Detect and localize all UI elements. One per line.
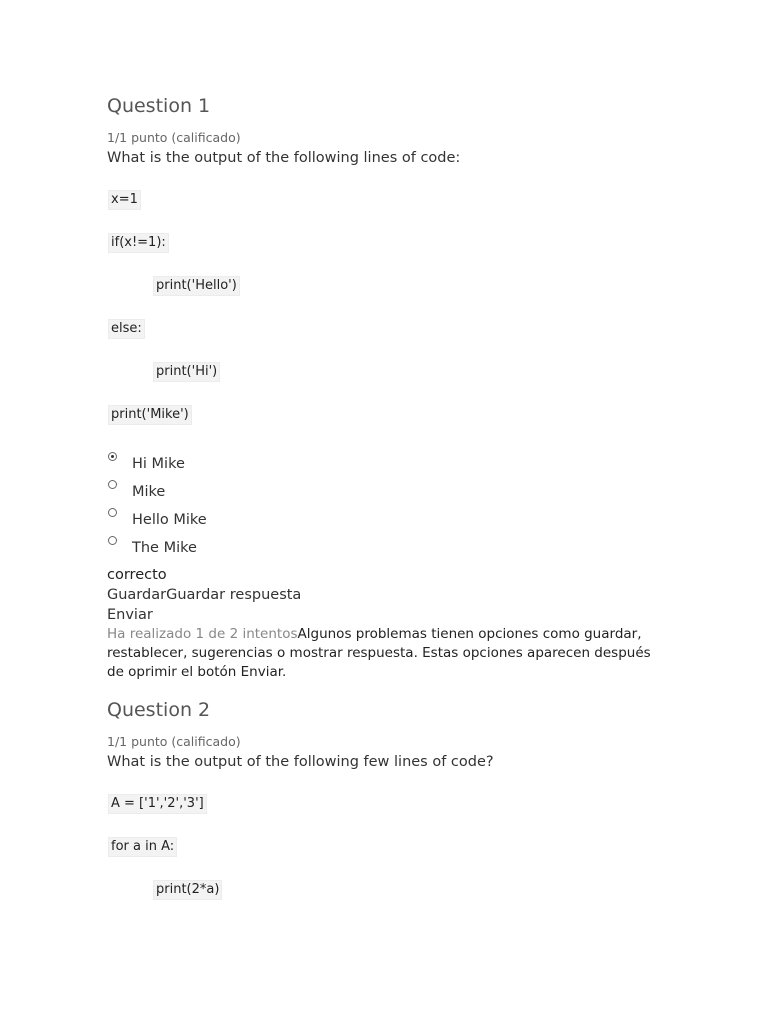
question-points: 1/1 punto (calificado) [107, 130, 241, 145]
answer-option[interactable] [107, 480, 667, 508]
option-label[interactable]: Hello Mike [132, 512, 207, 528]
help-text: Algunos problemas tienen opciones como guardar, restablecer, sugerencias o mostrar respuesta. Estas opciones aparecen después de oprimir el botón Enviar. [107, 626, 651, 680]
attempts-count: Ha realizado 1 de 2 intentos [107, 626, 298, 642]
code-block [107, 168, 667, 426]
code-line: print('Mike') [108, 405, 192, 425]
status-text: correcto [107, 567, 167, 583]
question-1 [107, 92, 667, 682]
question-prompt: What is the output of the following few lines of code? [107, 754, 494, 770]
save-button[interactable]: Guardar [107, 587, 167, 603]
radio-icon[interactable] [108, 508, 117, 517]
answer-option[interactable] [107, 536, 667, 564]
code-line: x=1 [108, 190, 141, 210]
problem-page [107, 92, 667, 901]
question-title: Question 1 [107, 95, 211, 117]
answer-option[interactable] [107, 452, 667, 480]
radio-selected-icon[interactable] [108, 452, 117, 461]
save-answer-button[interactable]: Guardar respuesta [166, 587, 302, 603]
attempts-info [107, 625, 652, 682]
code-line: print(2*a) [153, 880, 222, 900]
code-block [107, 772, 667, 901]
code-line: print('Hello') [153, 276, 240, 296]
radio-icon[interactable] [108, 536, 117, 545]
code-line: else: [108, 319, 145, 339]
question-points: 1/1 punto (calificado) [107, 734, 241, 749]
action-bar [107, 585, 667, 605]
submit-button[interactable]: Enviar [107, 607, 153, 623]
question-prompt: What is the output of the following lines of code: [107, 150, 461, 166]
code-line: print('Hi') [153, 362, 220, 382]
option-label[interactable]: The Mike [132, 540, 197, 556]
code-line: for a in A: [108, 837, 177, 857]
question-title: Question 2 [107, 699, 211, 721]
answer-options [107, 452, 667, 564]
radio-icon[interactable] [108, 480, 117, 489]
option-label[interactable]: Mike [132, 484, 166, 500]
code-line: if(x!=1): [108, 233, 169, 253]
option-label[interactable]: Hi Mike [132, 456, 185, 472]
answer-option[interactable] [107, 508, 667, 536]
code-line: A = ['1','2','3'] [108, 794, 207, 814]
question-2 [107, 696, 667, 901]
